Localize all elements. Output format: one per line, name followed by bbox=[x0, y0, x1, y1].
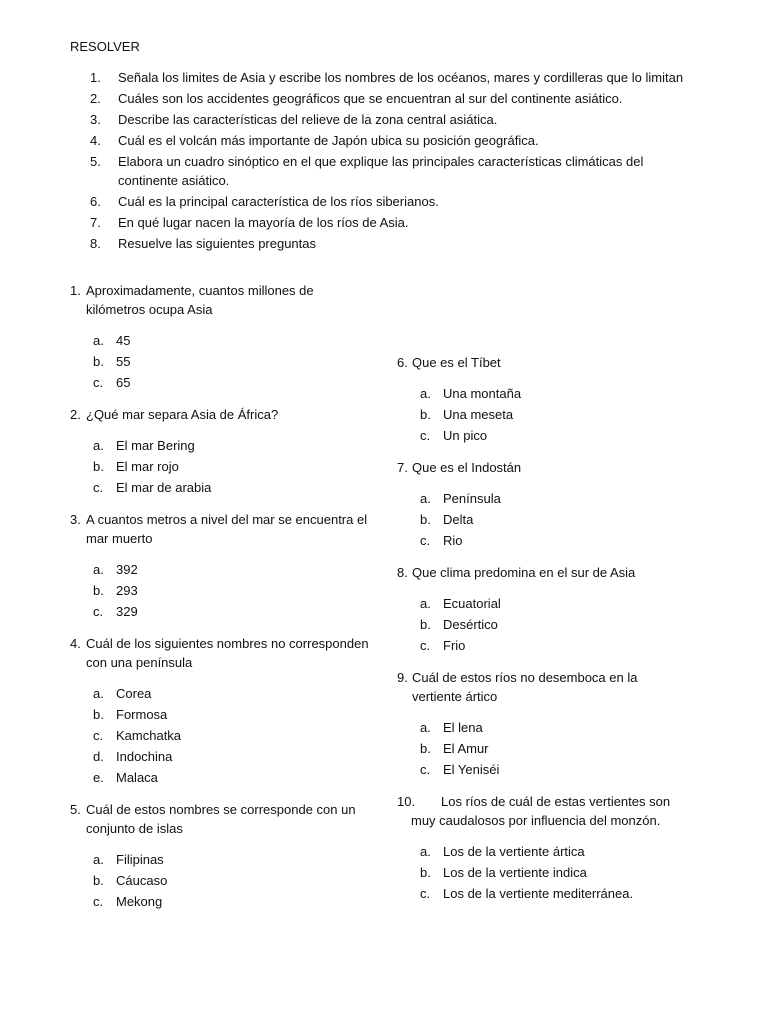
question-text bbox=[70, 405, 370, 424]
option-text: Malaca bbox=[116, 770, 158, 785]
option-text: Kamchatka bbox=[116, 728, 182, 743]
question-number: 8. bbox=[397, 565, 408, 580]
question-10 bbox=[397, 792, 687, 904]
option-text: Filipinas bbox=[116, 852, 164, 867]
question-text bbox=[70, 800, 370, 838]
intro-item bbox=[86, 152, 686, 190]
question-3 bbox=[70, 510, 370, 622]
option-text: Mekong bbox=[116, 894, 163, 909]
question-text bbox=[70, 281, 370, 319]
option-letter: b. bbox=[93, 873, 104, 888]
question-label: Cuál de estos ríos no desemboca en la vertiente ártico bbox=[412, 670, 638, 704]
question-label: ¿Qué mar separa Asia de África? bbox=[86, 407, 279, 422]
intro-text: Cuál es el volcán más importante de Japón ubica su posición geográfica. bbox=[118, 133, 539, 148]
option-letter: c. bbox=[93, 375, 104, 390]
intro-number: 5. bbox=[90, 154, 101, 169]
questions-right-column bbox=[397, 353, 687, 916]
option-text: Corea bbox=[116, 686, 152, 701]
option-letter: b. bbox=[93, 583, 104, 598]
option-text: Delta bbox=[443, 512, 474, 527]
option-letter: c. bbox=[93, 480, 104, 495]
intro-number: 2. bbox=[90, 91, 101, 106]
option-list bbox=[397, 841, 687, 904]
intro-text: Cuáles son los accidentes geográficos que se encuentran al sur del continente asiático. bbox=[118, 91, 623, 106]
question-9 bbox=[397, 668, 687, 780]
intro-number: 1. bbox=[90, 70, 101, 85]
option-text: 65 bbox=[116, 375, 131, 390]
option bbox=[70, 704, 370, 725]
question-label: A cuantos metros a nivel del mar se encuentra el mar muerto bbox=[86, 512, 368, 546]
option-letter: a. bbox=[420, 720, 431, 735]
option bbox=[397, 759, 687, 780]
intro-item bbox=[86, 110, 686, 129]
option bbox=[70, 746, 370, 767]
question-label: Cuál de los siguientes nombres no corresponden con una península bbox=[86, 636, 369, 670]
intro-item bbox=[86, 213, 686, 232]
option bbox=[70, 725, 370, 746]
option-text: Formosa bbox=[116, 707, 168, 722]
option bbox=[397, 738, 687, 759]
intro-text: Resuelve las siguientes preguntas bbox=[118, 236, 317, 251]
option bbox=[397, 383, 687, 404]
option-text: Rio bbox=[443, 533, 463, 548]
option-letter: a. bbox=[420, 491, 431, 506]
option-letter: c. bbox=[93, 894, 104, 909]
option bbox=[70, 683, 370, 704]
option bbox=[70, 372, 370, 393]
page-title: RESOLVER bbox=[70, 39, 140, 54]
option bbox=[70, 849, 370, 870]
option bbox=[397, 841, 687, 862]
option bbox=[397, 509, 687, 530]
option bbox=[70, 351, 370, 372]
intro-number: 7. bbox=[90, 215, 101, 230]
option-text: Un pico bbox=[443, 428, 488, 443]
option-letter: a. bbox=[420, 386, 431, 401]
option bbox=[70, 601, 370, 622]
option-list bbox=[397, 383, 687, 446]
questions-left-column bbox=[70, 281, 370, 924]
option-letter: d. bbox=[93, 749, 104, 764]
question-text bbox=[397, 458, 687, 477]
option-letter: a. bbox=[420, 844, 431, 859]
question-number: 4. bbox=[70, 636, 81, 651]
question-text bbox=[397, 353, 687, 372]
intro-item bbox=[86, 89, 686, 108]
option-text: Cáucaso bbox=[116, 873, 168, 888]
option-list bbox=[70, 683, 370, 788]
question-text bbox=[397, 563, 687, 582]
option bbox=[70, 891, 370, 912]
question-text bbox=[397, 668, 687, 706]
option bbox=[70, 767, 370, 788]
question-number: 10. bbox=[397, 794, 416, 809]
option-letter: c. bbox=[93, 728, 104, 743]
intro-text: Cuál es la principal característica de los ríos siberianos. bbox=[118, 194, 439, 209]
question-4 bbox=[70, 634, 370, 788]
option-letter: b. bbox=[420, 865, 431, 880]
option-text: Los de la vertiente mediterránea. bbox=[443, 886, 634, 901]
option-list bbox=[397, 717, 687, 780]
option bbox=[70, 559, 370, 580]
option-text: Una meseta bbox=[443, 407, 514, 422]
question-7 bbox=[397, 458, 687, 551]
option-letter: b. bbox=[420, 512, 431, 527]
option bbox=[70, 435, 370, 456]
option bbox=[397, 404, 687, 425]
option-letter: b. bbox=[420, 741, 431, 756]
option-text: Desértico bbox=[443, 617, 498, 632]
question-1 bbox=[70, 281, 370, 393]
question-label: Que clima predomina en el sur de Asia bbox=[412, 565, 636, 580]
option-list bbox=[70, 435, 370, 498]
option-letter: a. bbox=[93, 562, 104, 577]
option-text: Ecuatorial bbox=[443, 596, 501, 611]
option-list bbox=[70, 330, 370, 393]
option bbox=[397, 862, 687, 883]
option-letter: c. bbox=[420, 533, 431, 548]
question-text bbox=[70, 510, 370, 548]
option-text: El mar Bering bbox=[116, 438, 195, 453]
question-label: Que es el Tíbet bbox=[412, 355, 501, 370]
option-text: 55 bbox=[116, 354, 131, 369]
intro-text: Describe las características del relieve de la zona central asiática. bbox=[118, 112, 498, 127]
question-6 bbox=[397, 353, 687, 446]
option-letter: a. bbox=[93, 438, 104, 453]
option bbox=[397, 593, 687, 614]
intro-text: En qué lugar nacen la mayoría de los ríos de Asia. bbox=[118, 215, 409, 230]
option bbox=[70, 477, 370, 498]
intro-number: 6. bbox=[90, 194, 101, 209]
option bbox=[397, 530, 687, 551]
option-letter: c. bbox=[420, 886, 431, 901]
option-text: 45 bbox=[116, 333, 131, 348]
option-letter: c. bbox=[420, 428, 431, 443]
option bbox=[397, 717, 687, 738]
intro-item bbox=[86, 234, 686, 253]
question-label: Que es el Indostán bbox=[412, 460, 522, 475]
option-text: 329 bbox=[116, 604, 138, 619]
option-text: Frio bbox=[443, 638, 466, 653]
option bbox=[397, 614, 687, 635]
option-letter: c. bbox=[420, 638, 431, 653]
option bbox=[397, 488, 687, 509]
option-list bbox=[397, 593, 687, 656]
option-letter: b. bbox=[93, 354, 104, 369]
option-text: Una montaña bbox=[443, 386, 522, 401]
question-2 bbox=[70, 405, 370, 498]
option-letter: e. bbox=[93, 770, 104, 785]
question-text bbox=[70, 634, 370, 672]
intro-item bbox=[86, 192, 686, 211]
option bbox=[70, 330, 370, 351]
intro-number: 8. bbox=[90, 236, 101, 251]
intro-list bbox=[86, 68, 686, 255]
intro-text: Elabora un cuadro sinóptico en el que explique las principales características climáticas del continente asiático. bbox=[118, 154, 644, 188]
option-list bbox=[70, 849, 370, 912]
option-text: Los de la vertiente indica bbox=[443, 865, 587, 880]
intro-number: 4. bbox=[90, 133, 101, 148]
option-text: Los de la vertiente ártica bbox=[443, 844, 585, 859]
option-letter: a. bbox=[93, 333, 104, 348]
option bbox=[397, 883, 687, 904]
intro-number: 3. bbox=[90, 112, 101, 127]
option-letter: c. bbox=[93, 604, 104, 619]
question-label: Cuál de estos nombres se corresponde con un conjunto de islas bbox=[86, 802, 356, 836]
option bbox=[397, 635, 687, 656]
option-text: El Yeniséi bbox=[443, 762, 500, 777]
option-list bbox=[70, 559, 370, 622]
question-number: 9. bbox=[397, 670, 408, 685]
option bbox=[70, 580, 370, 601]
intro-item bbox=[86, 131, 686, 150]
question-text bbox=[397, 792, 687, 830]
question-label: Los ríos de cuál de estas vertientes son muy caudalosos por influencia del monzón. bbox=[411, 794, 671, 828]
option-letter: a. bbox=[420, 596, 431, 611]
question-5 bbox=[70, 800, 370, 912]
option-text: El lena bbox=[443, 720, 483, 735]
option-text: El mar de arabia bbox=[116, 480, 212, 495]
option bbox=[397, 425, 687, 446]
option-letter: b. bbox=[93, 707, 104, 722]
option-text: Península bbox=[443, 491, 501, 506]
intro-item bbox=[86, 68, 686, 87]
option-letter: a. bbox=[93, 852, 104, 867]
option-text: El Amur bbox=[443, 741, 489, 756]
option bbox=[70, 456, 370, 477]
option bbox=[70, 870, 370, 891]
question-8 bbox=[397, 563, 687, 656]
question-number: 3. bbox=[70, 512, 81, 527]
intro-text: Señala los limites de Asia y escribe los nombres de los océanos, mares y cordilleras que lo limitan bbox=[118, 70, 684, 85]
option-letter: b. bbox=[93, 459, 104, 474]
question-number: 7. bbox=[397, 460, 408, 475]
option-text: 293 bbox=[116, 583, 138, 598]
question-number: 1. bbox=[70, 283, 81, 298]
option-letter: b. bbox=[420, 407, 431, 422]
option-letter: b. bbox=[420, 617, 431, 632]
question-number: 6. bbox=[397, 355, 408, 370]
question-label: Aproximadamente, cuantos millones de kilómetros ocupa Asia bbox=[86, 283, 314, 317]
question-number: 5. bbox=[70, 802, 81, 817]
question-number: 2. bbox=[70, 407, 81, 422]
option-letter: c. bbox=[420, 762, 431, 777]
option-list bbox=[397, 488, 687, 551]
option-text: Indochina bbox=[116, 749, 173, 764]
option-text: 392 bbox=[116, 562, 138, 577]
option-letter: a. bbox=[93, 686, 104, 701]
option-text: El mar rojo bbox=[116, 459, 179, 474]
